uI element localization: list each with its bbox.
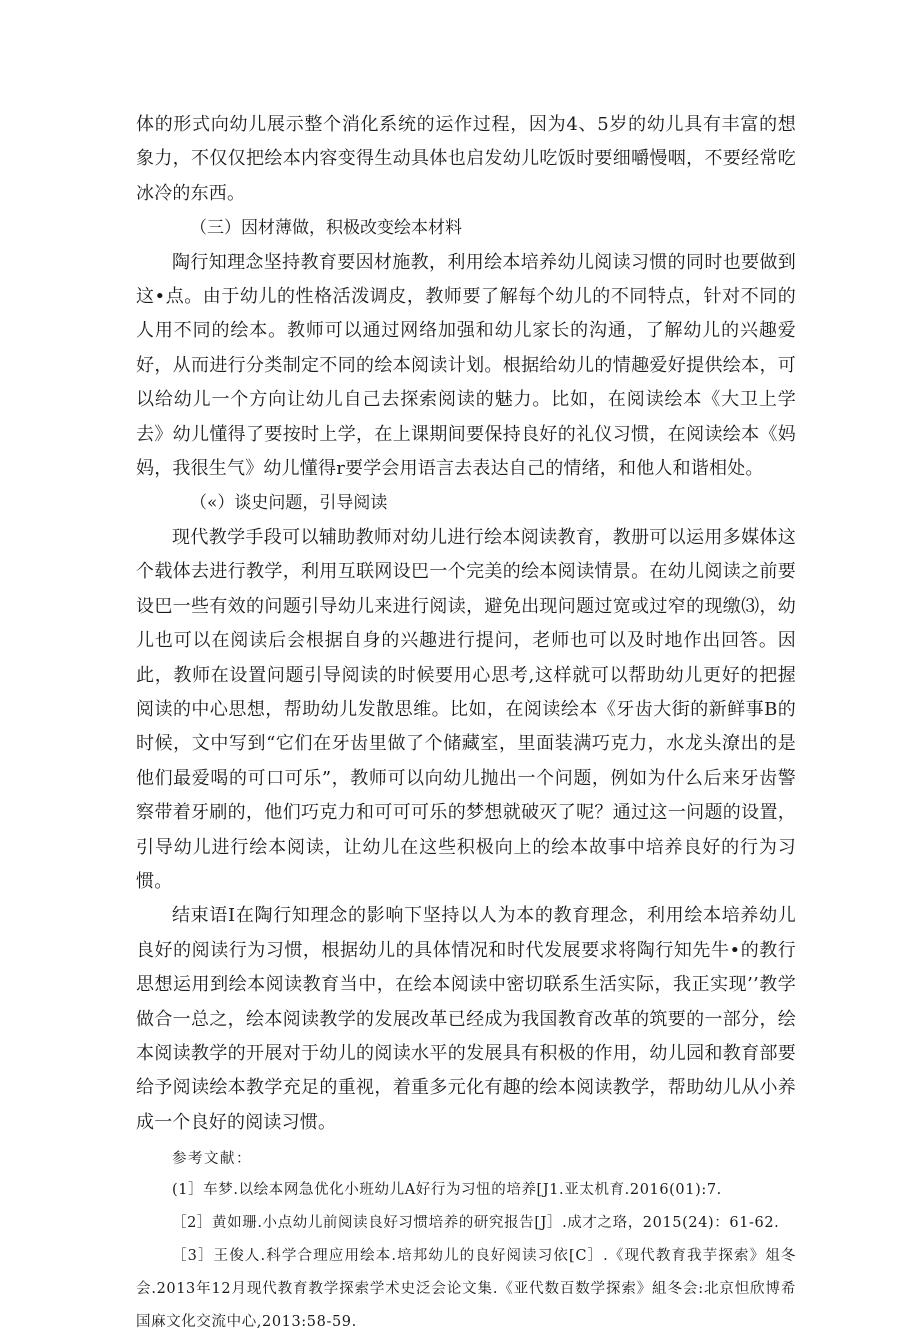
document-page: [136, 108, 796, 1339]
section-heading-3: （三）因材薄做，积极改变绘本材料: [190, 218, 462, 239]
section-heading-4: （«）谈史问题，引导阅读: [190, 493, 388, 514]
reference-item-1: (1］车梦.以绘本网急优化小班幼儿A好行为习忸的培养[J1.亚太机育.2016(01):7.: [172, 1182, 722, 1199]
references-title: 参考文献：: [172, 1151, 252, 1168]
body-paragraph-teach-by-aptitude: 陶行知理念坚持教育要因材施教，利用绘本培养幼儿阅读习惯的同时也要做到这•点。由于幼儿的性格活泼调皮，教师要了解每个幼儿的不同特点，针对不同的人用不同的绘本。教师可以通过网络加强和幼儿家长的沟通，了解幼儿的兴趣爱好，从而进行分类制定不同的绘本阅读计划。根据给幼儿的情趣爱好提供绘本，可以给幼儿一个方向让幼儿自己去探索阅读的魅力。比如，在阅读绘本《大卫上学去》幼儿懂得了要按时上学，在上课期间要保持良好的礼仪习惯，在阅读绘本《妈妈，我很生气》幼儿懂得r要学会用语言去表达自己的情绪，和他人和谐相处。: [136, 251, 796, 480]
body-paragraph-digestion: 体的形式向幼儿展示整个消化系统的运作过程，因为4、5岁的幼儿具有丰富的想象力，不仅仅把绘本内容变得生动具体也启发幼儿吃饭时要细嚼慢咽，不要经常吃冰冷的东西。: [136, 114, 796, 204]
reference-item-2: ［2］黄如珊.小点幼儿前阅读良好习惯培养的研究报告[J］.成才之珞，2015(24)：61-62.: [172, 1215, 780, 1232]
body-paragraph-guided-questions: 现代教学手段可以辅助教师对幼儿进行绘本阅读教育，教册可以运用多媒体这个载体去进行教学，利用互联网设巴一个完美的绘本阅读情景。在幼儿阅读之前要设巴一些有效的问题引导幼儿来进行阅读，避免出现问题过宽或过窄的现缴⑶，幼儿也可以在阅读后会根据自身的兴趣进行提问，老师也可以及时地作出回答。因此，教师在设置问题引导阅读的时候要用心思考,这样就可以帮助幼儿更好的把握阅读的中心思想，帮助幼儿发散思维。比如，在阅读绘本《牙齿大街的新鲜事B的时候，文中写到“它们在牙齿里做了个储藏室，里面装满巧克力，水龙头潦出的是他们最爱喝的可口可乐”，教师可以向幼儿抛出一个问题，例如为什么后来牙齿警察带着牙刷的，他们巧克力和可可可乐的梦想就破灭了呢？通过这一问题的设置，引导幼儿进行绘本阅读，让幼儿在这些积极向上的绘本故事中培养良好的行为习惯。: [136, 526, 796, 892]
conclusion-paragraph: 结束语I在陶行知理念的影响下坚持以人为本的教育理念，利用绘本培养幼儿良好的阅读行为习惯，根据幼儿的具体情况和时代发展要求将陶行知先牛•的教行思想运用到绘本阅读教育当中，在绘本阅读中密切联系生活实际，我正实现’’教学做合一总之，绘本阅读教学的发展改革已经成为我国教育改革的筑要的一部分，绘本阅读教学的开展对于幼儿的阅读水平的发展具有积极的作用，幼儿园和教育部要给予阅读绘本教学充足的重视，着重多元化有趣的绘本阅读教学，帮助幼儿从小养成一个良好的阅读习惯。: [136, 905, 796, 1133]
reference-item-3: ［3］王俊人.科学合理应用绘本.培邦幼儿的良好阅读习依[C］.《现代教育我芋探索》俎冬会.2013年12月现代教育教学探索学术史泛会论文集.《亚代数百数学探索》組冬会:北京怛欣博希国麻文化交流中心,2013:58-59.: [136, 1248, 796, 1331]
